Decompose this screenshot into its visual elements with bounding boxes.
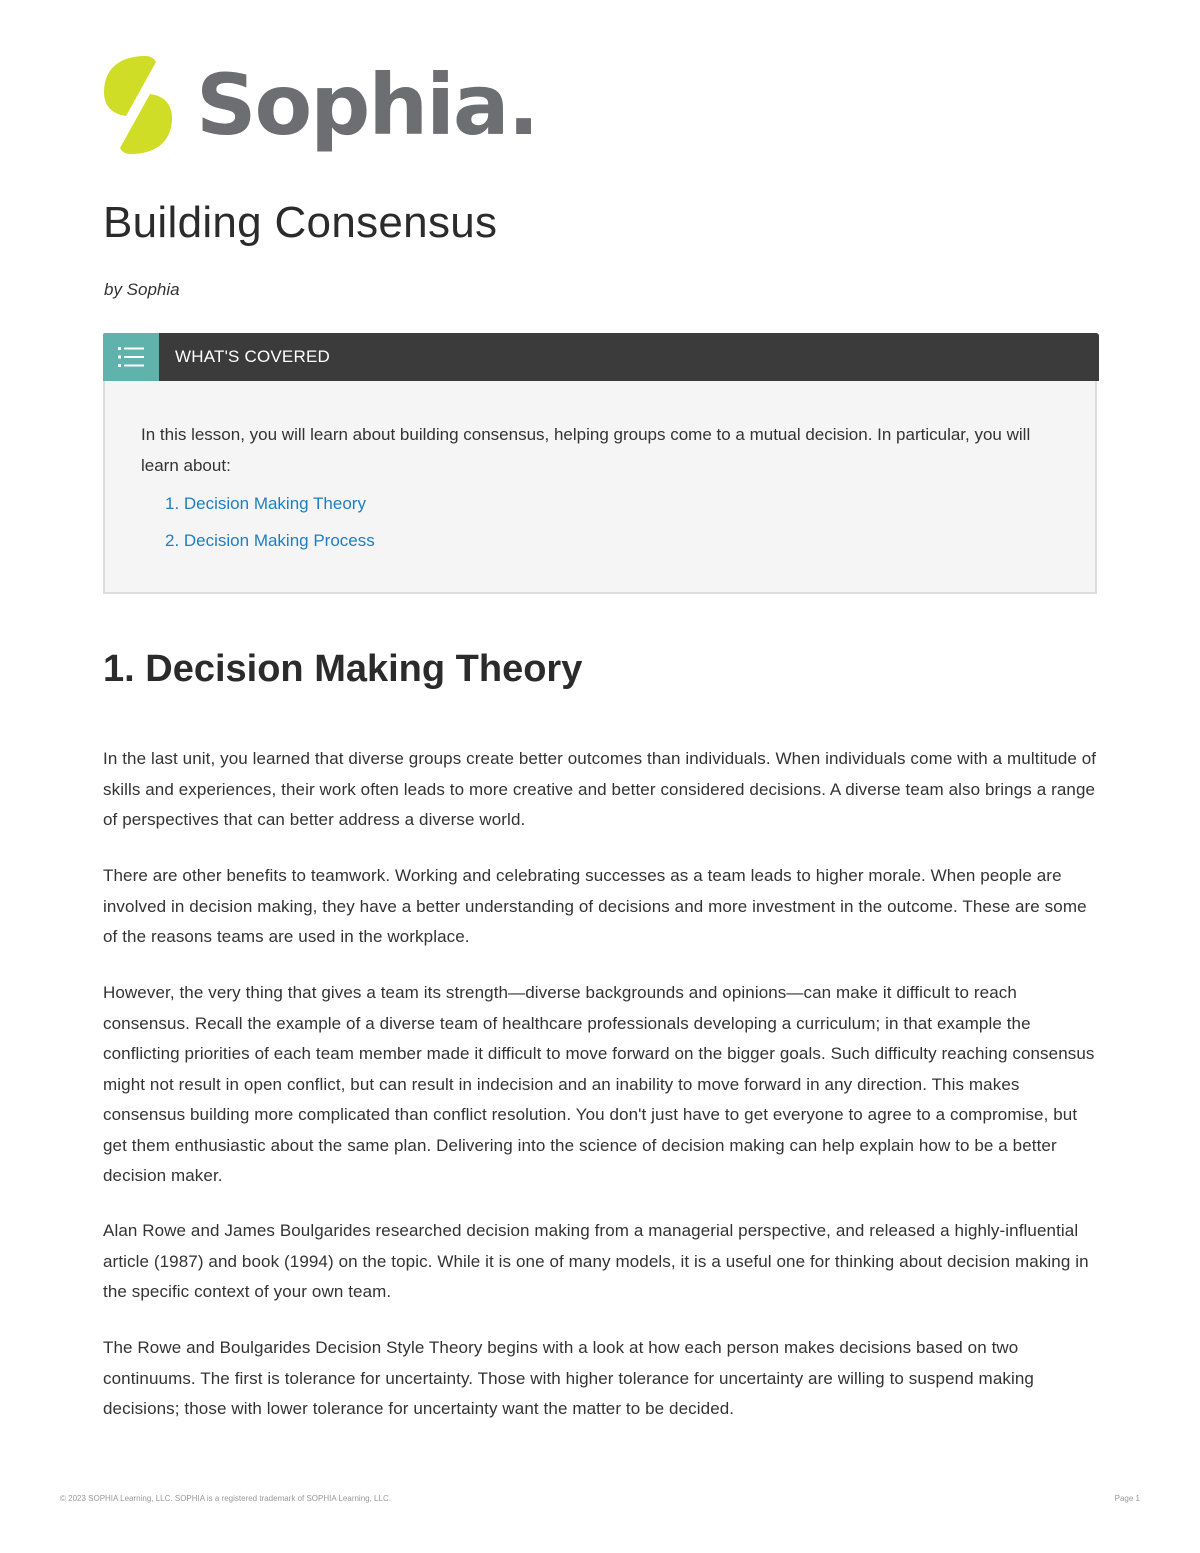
footer-copyright: © 2023 SOPHIA Learning, LLC. SOPHIA is a registered trademark of SOPHIA Learning, LLC.: [60, 1494, 391, 1503]
paragraph-1: [103, 744, 1103, 836]
whats-covered-intro: In this lesson, you will learn about building consensus, helping groups come to a mutual decision. In particular, you will learn about:: [141, 425, 1031, 475]
paragraph-5: [103, 1333, 1103, 1425]
paragraph-4: [103, 1216, 1103, 1308]
list-icon: [103, 333, 159, 381]
paragraph-text: In the last unit, you learned that diverse groups create better outcomes than individuals. When individuals come with a multitude of skills and experiences, their work often leads to more creative and better considered decisions. A diverse team also brings a range of perspectives that can better address a diverse world.: [103, 749, 1097, 829]
page-title: Building Consensus: [103, 198, 498, 247]
whats-covered-list: [165, 488, 375, 562]
whats-covered-header: [103, 333, 1099, 381]
sophia-logo: [102, 52, 538, 158]
sophia-logo-mark-icon: [102, 52, 174, 158]
section-title-decision-making-theory: 1. Decision Making Theory: [103, 648, 583, 690]
covered-link-decision-making-process[interactable]: 2. Decision Making Process: [165, 531, 375, 550]
paragraph-3: [103, 978, 1103, 1192]
whats-covered-label: WHAT'S COVERED: [175, 347, 330, 366]
sophia-logo-text: Sophia: [196, 56, 508, 154]
paragraph-text: However, the very thing that gives a team its strength—diverse backgrounds and opinions—can make it difficult to reach consensus. Recall the example of a diverse team of healthcare professionals developing a curriculum; in that example the conflicting priorities of each team member made it difficult to move forward on the bigger goals. Such difficulty reaching consensus might not result in open conflict, but can result in indecision and an inability to move forward in any direction. This makes consensus building more complicated than conflict resolution. You don't just have to get everyone to agree to a compromise, but get them enthusiastic about the same plan. Delivering into the science of decision making can help explain how to be a better decision maker.: [103, 983, 1095, 1185]
paragraph-2: [103, 861, 1103, 953]
covered-link-decision-making-theory[interactable]: 1. Decision Making Theory: [165, 494, 366, 513]
paragraph-text: Alan Rowe and James Boulgarides researched decision making from a managerial perspective, and released a highly-influential article (1987) and book (1994) on the topic. While it is one of many models, it is a useful one for thinking about decision making in the specific context of your own team.: [103, 1221, 1089, 1301]
paragraph-text: There are other benefits to teamwork. Working and celebrating successes as a team leads to higher morale. When people are involved in decision making, they have a better understanding of decisions and more investment in the outcome. These are some of the reasons teams are used in the workplace.: [103, 866, 1087, 946]
byline: by Sophia: [104, 280, 180, 299]
logo-dot: .: [507, 56, 538, 154]
footer-page-number: Page 1: [1114, 1494, 1140, 1503]
paragraph-text: The Rowe and Boulgarides Decision Style Theory begins with a look at how each person makes decisions based on two continuums. The first is tolerance for uncertainty. Those with higher tolerance for uncertainty are willing to suspend making decisions; those with lower tolerance for uncertainty want the matter to be decided.: [103, 1338, 1034, 1418]
whats-covered-box: [103, 333, 1097, 594]
